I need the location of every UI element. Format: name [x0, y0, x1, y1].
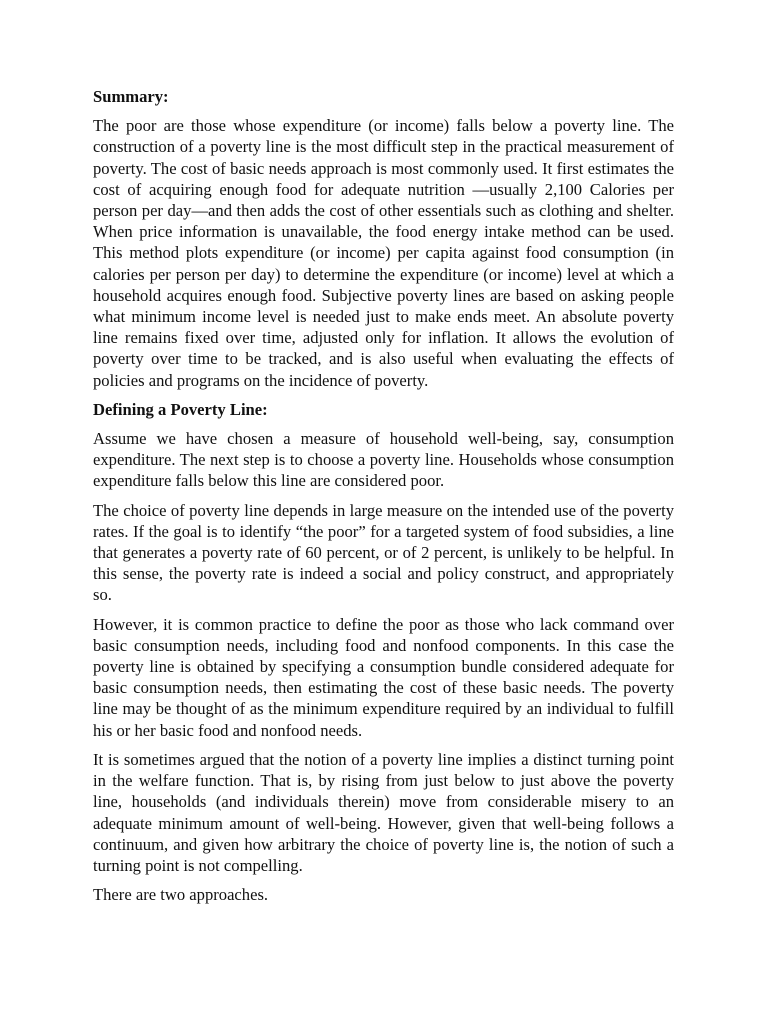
paragraph-2: The choice of poverty line depends in large measure on the intended use of the poverty rates. If the goal is to identify “the poor” for a targeted system of food subsidies, a line that generates a poverty rate of 60 percent, or of 2 percent, is unlikely to be helpful. In this sense, the poverty rate is indeed a social and policy construct, and appropriately so. [93, 500, 674, 605]
paragraph-1: Assume we have chosen a measure of household well-being, say, consumption expenditure. The next step is to choose a poverty line. Households whose consumption expenditure falls below this line are considered poor. [93, 429, 674, 491]
defining-poverty-line-heading: Defining a Poverty Line: [93, 399, 268, 419]
paragraph-5: There are two approaches. [93, 885, 269, 905]
paragraph-4: It is sometimes argued that the notion of a poverty line implies a distinct turning point in the welfare function. That is, by rising from just below to just above the poverty line, households (and individuals therein) move from considerable misery to an adequate minimum amount of well-being. However, given that well-being follows a continuum, and given how arbitrary the choice of poverty line is, the notion of such a turning point is not compelling. [93, 749, 674, 875]
document-page [93, 86, 674, 913]
summary-paragraph: The poor are those whose expenditure (or income) falls below a poverty line. The construction of a poverty line is the most difficult step in the practical measurement of poverty. The cost of basic needs approach is most commonly used. It first estimates the cost of acquiring enough food for adequate nutrition —usually 2,100 Calories per person per day—and then adds the cost of other essentials such as clothing and shelter. When price information is unavailable, the food energy intake method can be used. This method plots expenditure (or income) per capita against food consumption (in calories per person per day) to determine the expenditure (or income) level at which a household acquires enough food. Subjective poverty lines are based on asking people what minimum income level is needed just to make ends meet. An absolute poverty line remains fixed over time, adjusted only for inflation. It allows the evolution of poverty over time to be tracked, and is also useful when evaluating the effects of policies and programs on the incidence of poverty. [93, 116, 674, 390]
summary-heading: Summary: [93, 87, 169, 106]
paragraph-3: However, it is common practice to define the poor as those who lack command over basic consumption needs, including food and nonfood components. In this case the poverty line is obtained by specifying a consumption bundle considered adequate for basic consumption needs, then estimating the cost of these basic needs. The poverty line may be thought of as the minimum expenditure required by an individual to fulfill his or her basic food and nonfood needs. [93, 614, 674, 740]
